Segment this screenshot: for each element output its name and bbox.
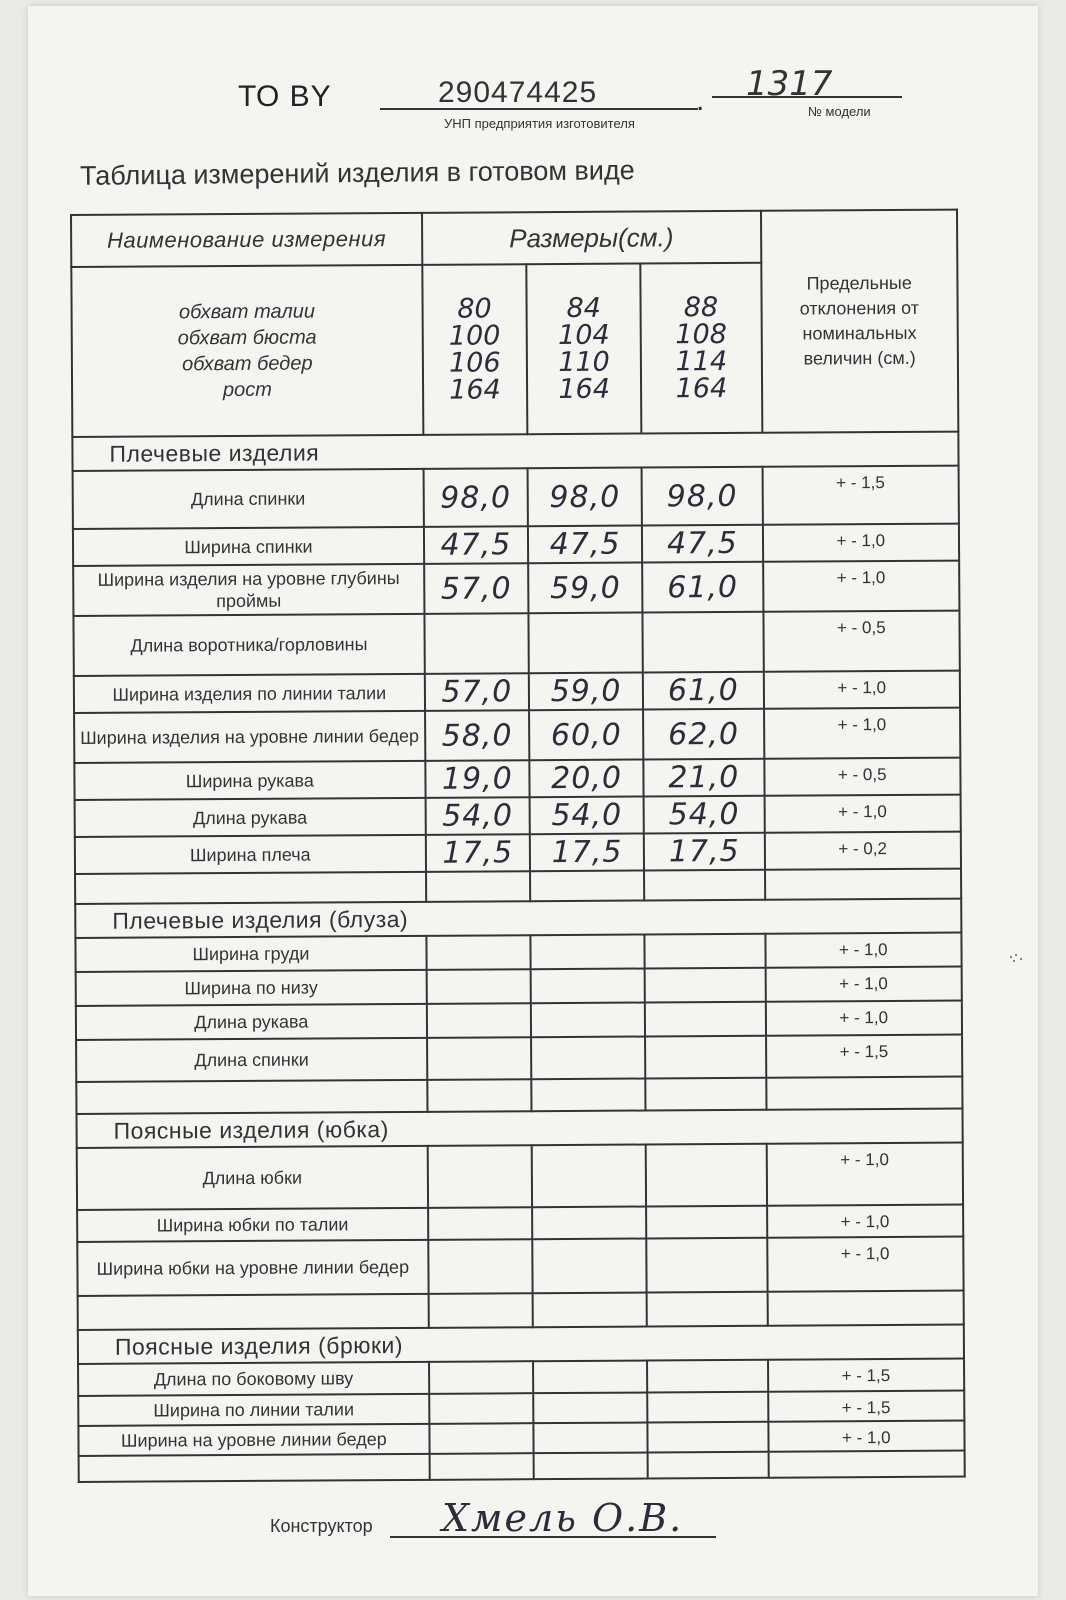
- table-row: [74, 708, 960, 763]
- tolerance-value: + - 0,5: [764, 758, 961, 796]
- tolerance-value: + - 1,0: [767, 1205, 964, 1238]
- measurement-value: 17,5: [644, 833, 764, 871]
- tolerance-value: + - 1,0: [768, 1421, 965, 1452]
- tolerance-value: [765, 869, 962, 900]
- measurement-value: 59,0: [529, 673, 643, 711]
- tolerance-value: + - 1,0: [763, 671, 960, 709]
- measurement-value: [429, 1393, 533, 1424]
- measurement-value: [647, 1360, 767, 1393]
- measurement-name: Ширина на уровне линии бедер: [78, 1424, 429, 1456]
- param-label: обхват бедер: [181, 352, 313, 376]
- measurement-value: [646, 1078, 766, 1111]
- measurement-value: [647, 1238, 768, 1293]
- table-row: [75, 933, 961, 972]
- tolerance-value: + - 1,0: [763, 561, 960, 612]
- tolerance-value: + - 1,5: [762, 466, 959, 525]
- measurement-name: Ширина груди: [75, 936, 426, 972]
- measurement-value: [426, 969, 530, 1004]
- measurement-value: [647, 1392, 767, 1423]
- unp-caption: УНП предприятия изготовителя: [444, 116, 635, 131]
- table-row: [76, 1001, 962, 1040]
- measurement-value: [426, 871, 530, 902]
- measurement-value: 62,0: [643, 709, 764, 760]
- measurement-name: Ширина по низу: [76, 970, 427, 1006]
- measurement-value: 98,0: [423, 468, 528, 527]
- measurement-value: 47,5: [528, 526, 642, 564]
- measurement-value: [645, 1036, 766, 1079]
- measurement-value: [646, 1144, 767, 1207]
- measurement-value: [429, 1453, 533, 1480]
- signature-block: [270, 1496, 730, 1550]
- section-label: Плечевые изделия: [72, 432, 958, 471]
- measurement-value: [646, 1206, 766, 1239]
- measurement-name: Ширина изделия по линии талии: [74, 674, 425, 713]
- measurement-name: [78, 1294, 429, 1330]
- measurement-value: 20,0: [529, 760, 643, 798]
- measurement-name: [76, 1080, 427, 1114]
- tolerance-header-line: отклонения от: [799, 297, 920, 319]
- tolerance-header-line: величин (см.): [803, 347, 916, 369]
- size-value: 88: [683, 292, 719, 324]
- measurement-value: 57,0: [425, 673, 529, 711]
- measurement-value: 58,0: [425, 710, 530, 761]
- tolerance-value: + - 0,2: [764, 832, 961, 870]
- measurement-name: Ширина по линии талии: [78, 1394, 429, 1426]
- measurement-name: Ширина изделия на уровне глубины проймы: [73, 564, 424, 616]
- measurement-value: 47,5: [642, 525, 762, 563]
- unp-underline: [380, 108, 698, 110]
- tolerance-value: + - 1,0: [766, 1143, 963, 1206]
- paper-speck: [1008, 952, 1026, 962]
- tolerance-value: + - 1,0: [765, 1001, 962, 1036]
- measurement-value: [644, 870, 764, 901]
- size-value: 104: [558, 319, 610, 352]
- measurement-value: 54,0: [530, 797, 644, 835]
- tolerance-header-line: номинальных: [802, 322, 917, 344]
- model-caption: № модели: [808, 104, 871, 119]
- body-params-cell: [71, 265, 423, 437]
- measurement-value: [530, 871, 644, 902]
- measurement-value: [528, 613, 643, 674]
- tolerance-value: [766, 1077, 963, 1110]
- name-column-header: Наименование измерения: [71, 213, 422, 267]
- model-number: 1317: [746, 64, 833, 104]
- measurement-value: 54,0: [425, 797, 529, 835]
- tolerance-header-line: Предельные: [806, 272, 912, 294]
- measurement-value: [429, 1423, 533, 1454]
- table-row: [77, 1237, 963, 1296]
- measurement-value: [530, 935, 644, 970]
- measurement-value: 59,0: [528, 563, 643, 614]
- size-value: 164: [675, 372, 728, 405]
- measurement-name: Ширина юбки по талии: [77, 1208, 428, 1242]
- measurement-name: Длина спинки: [76, 1038, 427, 1082]
- measurement-value: 57,0: [424, 563, 529, 614]
- measurement-value: [533, 1292, 647, 1327]
- document-header: [238, 66, 918, 136]
- measurement-name: Длина рукава: [75, 798, 426, 837]
- measurement-value: [647, 1292, 767, 1327]
- section-label: Плечевые изделия (блуза): [75, 899, 961, 938]
- signature-value: Хмель О.В.: [442, 1496, 684, 1540]
- table-row: [74, 671, 960, 713]
- measurement-value: [534, 1452, 648, 1479]
- measurement-name: Длина рукава: [76, 1004, 427, 1040]
- size-value: 108: [675, 318, 728, 351]
- measurement-name: Длина по боковому шву: [78, 1362, 429, 1396]
- measurement-value: [424, 613, 529, 674]
- param-label: обхват талии: [178, 300, 316, 324]
- size-column-2: [526, 264, 641, 435]
- measurement-value: 98,0: [642, 467, 763, 526]
- measurement-value: [531, 1079, 645, 1112]
- tolerance-value: [767, 1291, 964, 1326]
- tolerance-value: + - 1,0: [765, 933, 962, 968]
- size-value: 80: [457, 293, 492, 325]
- table-row: [78, 1291, 964, 1330]
- table-row: [73, 561, 959, 616]
- measurement-table-body: [72, 432, 964, 1482]
- measurement-value: [532, 1238, 647, 1293]
- table-row: [73, 524, 959, 566]
- size-value: 164: [558, 373, 611, 406]
- measurement-value: [427, 1079, 531, 1112]
- document-title: Таблица измерений изделия в готовом виде: [79, 155, 635, 191]
- measurement-value: [533, 1422, 647, 1453]
- measurement-value: [426, 935, 530, 970]
- table-row: [76, 967, 962, 1006]
- measurement-value: [531, 969, 645, 1004]
- measurement-value: 19,0: [425, 760, 529, 798]
- unp-value: 290474425: [438, 76, 598, 109]
- measurement-value: [427, 1037, 531, 1080]
- measurement-name: Ширина рукава: [74, 761, 425, 800]
- measurement-value: [427, 1003, 531, 1038]
- measurement-name: Длина воротника/горловины: [73, 614, 424, 676]
- tolerance-value: + - 0,5: [763, 611, 960, 672]
- section-label: Поясные изделия (юбка): [76, 1109, 962, 1148]
- measurement-value: 47,5: [424, 526, 528, 564]
- measurement-value: [428, 1239, 533, 1294]
- table-row: [76, 1035, 962, 1082]
- tolerance-value: [768, 1451, 965, 1478]
- size-value: 84: [566, 292, 601, 324]
- measurement-value: [533, 1360, 647, 1393]
- table-row: [77, 1143, 963, 1210]
- table-row: [73, 611, 959, 676]
- measurement-value: 61,0: [643, 672, 763, 710]
- tolerance-value: + - 1,0: [765, 967, 962, 1002]
- measurement-value: 54,0: [644, 796, 764, 834]
- measurement-table-wrap: [70, 209, 966, 1483]
- measurement-value: [428, 1207, 532, 1240]
- measurement-value: [645, 934, 765, 969]
- section-label: Поясные изделия (брюки): [78, 1325, 964, 1364]
- measurement-value: [643, 612, 764, 673]
- table-row: [75, 832, 961, 874]
- size-column-1: [422, 264, 527, 435]
- measurement-name: Ширина плеча: [75, 835, 426, 874]
- measurement-value: [531, 1037, 646, 1080]
- measurement-value: [427, 1145, 532, 1208]
- param-label: обхват бюста: [177, 326, 317, 350]
- measurement-value: 17,5: [426, 834, 530, 872]
- size-value: 114: [675, 345, 728, 378]
- model-underline: [712, 96, 902, 98]
- tolerance-value: + - 1,5: [768, 1359, 965, 1392]
- tolerance-value: + - 1,0: [764, 795, 961, 833]
- measurement-value: [648, 1452, 768, 1479]
- measurement-value: [648, 1422, 768, 1453]
- measurement-value: 60,0: [529, 710, 644, 761]
- size-value: 100: [448, 320, 501, 352]
- table-row: [79, 1451, 965, 1482]
- measurement-value: [645, 1002, 765, 1037]
- section-row: [72, 432, 958, 471]
- measurement-value: [533, 1392, 647, 1423]
- measurement-name: Ширина изделия на уровне линии бедер: [74, 711, 425, 763]
- measurement-value: 17,5: [530, 834, 644, 872]
- tolerance-column-header: [761, 210, 959, 433]
- tolerance-value: + - 1,5: [766, 1035, 963, 1078]
- measurement-name: [79, 1454, 430, 1482]
- signature-underline: [390, 1536, 716, 1538]
- section-row: [78, 1325, 964, 1364]
- measurement-value: [428, 1293, 532, 1328]
- table-row: [73, 466, 959, 529]
- tolerance-value: + - 1,5: [768, 1391, 965, 1422]
- measurement-value: [645, 968, 765, 1003]
- measurement-name: Длина спинки: [73, 469, 424, 529]
- table-row: [76, 1077, 962, 1114]
- sizes-column-header: Размеры(см.): [422, 211, 761, 265]
- size-column-3: [641, 263, 762, 434]
- measurement-value: 98,0: [528, 468, 643, 527]
- table-row: [75, 795, 961, 837]
- standard-prefix: ТО BY: [238, 80, 332, 113]
- tolerance-value: + - 1,0: [764, 708, 961, 759]
- measurement-value: [532, 1206, 646, 1239]
- table-row: [74, 758, 960, 800]
- measurement-value: [532, 1144, 647, 1207]
- measurement-value: [429, 1361, 533, 1394]
- tolerance-value: + - 1,0: [762, 524, 959, 562]
- table-row: [78, 1359, 964, 1396]
- measurement-value: 21,0: [644, 759, 764, 797]
- measurement-name: Длина юбки: [77, 1146, 428, 1210]
- measurement-value: 61,0: [642, 562, 763, 613]
- header-separator: .: [696, 84, 705, 117]
- section-row: [75, 899, 961, 938]
- section-row: [76, 1109, 962, 1148]
- size-value: 106: [448, 347, 501, 379]
- table-row: [77, 1205, 963, 1242]
- tolerance-value: + - 1,0: [767, 1237, 964, 1292]
- measurement-value: [531, 1003, 645, 1038]
- size-value: 110: [558, 346, 610, 379]
- measurement-name: Ширина спинки: [73, 527, 424, 566]
- signature-label: Конструктор: [270, 1516, 373, 1536]
- measurement-name: [75, 872, 426, 904]
- param-label: рост: [222, 378, 272, 402]
- size-value: 164: [449, 374, 501, 406]
- measurement-name: Ширина юбки на уровне линии бедер: [77, 1240, 428, 1296]
- measurement-table: [70, 209, 966, 1483]
